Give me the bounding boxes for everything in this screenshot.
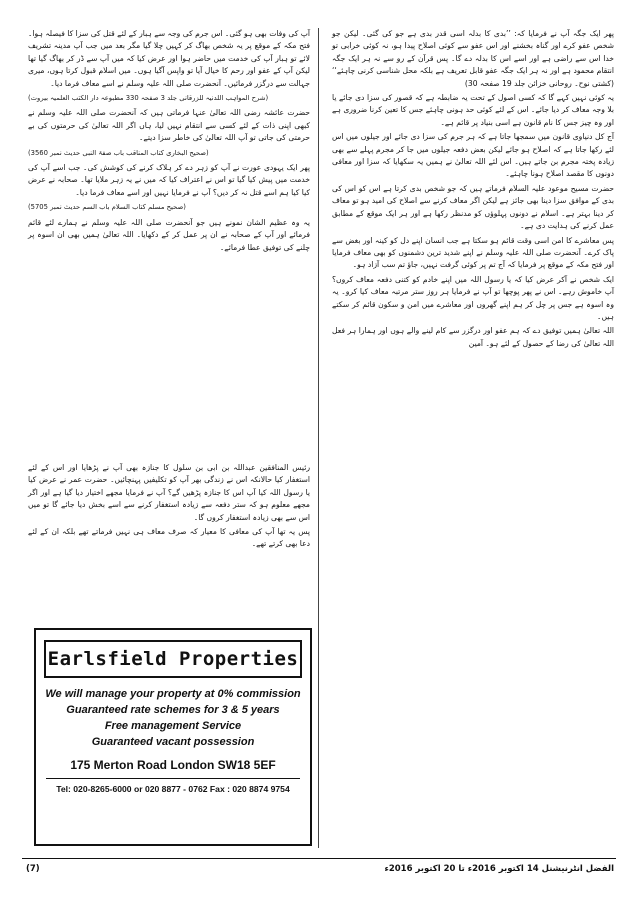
article-paragraph: حضرت عائشہ رضی اللہ تعالیٰ عنہا فرماتی ہیں کہ آنحضرت صلی اللہ علیہ وسلم نے کبھی اپنی ذات کے لئے کسی سے انتقام نہیں لیا، ہاں اگر اللہ تعالیٰ کی حرمتوں کی بے حرمتی کی جاتی تو آپ اللہ تعالیٰ کی خاطر سزا دیتے۔: [28, 108, 310, 143]
article-paragraph: آج کل دنیاوی قانون میں سمجھا جاتا ہے کہ ہر جرم کی سزا دی جائے اور جیلوں میں اس لئے رکھا جاتا ہے کہ اصلاح ہو جائے لیکن بعض دفعہ جیلوں میں جا کر مجرم پہلے سے بھی زیادہ پختہ مجرم بن جاتے ہیں۔ اس لئے اللہ تعالیٰ نے ہمیں یہ سکھایا کہ سزا اور معافی دونوں کا مقصد اصلاح ہونا چاہئے۔: [332, 132, 614, 179]
article-paragraph: پھر ایک جگہ آپ نے فرمایا کہ: ’’بدی کا بدلہ اسی قدر بدی ہے جو کی گئی۔ لیکن جو شخص عفو کرے اور گناہ بخشنے اور اس عفو سے کوئی اصلاح پیدا ہو، نہ کوئی خرابی تو خدا اس سے راضی ہے اور اسے اس کا بدلہ دے گا۔ پس قرآن کے رو سے نہ ہر ایک جگہ انتقام محمود ہے اور نہ ہر ایک جگہ عفو قابل تعریف ہے بلکہ محل شناسی کرنی چاہئے‘‘ (کشتی نوح۔ روحانی خزائن جلد 19 صفحہ 30): [332, 29, 614, 88]
footer-divider: [22, 858, 616, 859]
right-text-column: [332, 28, 614, 848]
advert-title: Earlsfield Properties: [44, 640, 302, 678]
advert-line: Guaranteed rate schemes for 3 & 5 years: [66, 704, 280, 716]
article-paragraph: پس یہ تھا آپ کی معافی کا معیار کہ صرف معاف ہی نہیں فرماتے تھے بلکہ ان کے لئے دعا بھی کرتے تھے۔: [28, 527, 310, 549]
reference-citation: (شرح المواہب اللدنیہ للزرقانی جلد 3 صفحہ 330 مطبوعہ دار الکتب العلمیہ بیروت): [28, 94, 269, 103]
left-column-continuation: [28, 462, 310, 553]
article-paragraph: یہ وہ عظیم الشان نمونے ہیں جو آنحضرت صلی اللہ علیہ وسلم نے ہمارے لئے قائم فرمائے اور آپ کے صحابہ نے ان پر عمل کر کے دکھایا۔ اللہ تعالیٰ ہمیں بھی ان اسوہ پر چلنے کی توفیق عطا فرمائے۔: [28, 217, 310, 252]
page-number: (7): [26, 864, 40, 874]
reference-citation: (صحیح البخاری کتاب المناقب باب صفۃ النبی حدیث نمبر 3560): [28, 148, 209, 157]
advert-line: We will manage your property at 0% commission: [45, 688, 301, 700]
advert-phone: Tel: 020-8265-6000 or 020 8877 - 0762 Fax : 020 8874 9754: [56, 784, 290, 794]
column-divider: [318, 28, 319, 848]
advert-divider: [46, 778, 300, 779]
article-paragraph: پس معاشرے کا امن اسی وقت قائم ہو سکتا ہے جب انسان اپنے دل کو کینہ اور بغض سے پاک کرے۔ آنحضرت صلی اللہ علیہ وسلم نے اپنے شدید ترین دشمنوں کو بھی معاف فرمایا اور فتح مکہ کے موقع پر فرمایا کہ آج تم پر کوئی گرفت نہیں، جاؤ تم سب آزاد ہو۔: [332, 235, 614, 270]
article-paragraph: ایک شخص نے آکر عرض کیا کہ یا رسول اللہ میں اپنے خادم کو کتنی دفعہ معاف کروں؟ آپ خاموش رہے۔ اس نے پھر پوچھا تو آپ نے فرمایا ہر روز ستر مرتبہ معاف کیا کرو۔ یہ وہ اسوہ ہے جس پر چل کر ہم اپنے گھروں اور معاشرے میں امن و سکون قائم کر سکتے ہیں۔: [332, 274, 614, 321]
article-paragraph: پھر ایک یہودی عورت نے آپ کو زہر دے کر ہلاک کرنے کی کوشش کی۔ جب اسے آپ کی خدمت میں پیش کیا گیا تو اس نے اعتراف کیا کہ میں نے یہ زہر ملایا تھا۔ صحابہ نے عرض کیا کیا ہم اسے قتل نہ کر دیں؟ آپ نے فرمایا نہیں اور اسے معاف فرما دیا۔: [28, 163, 310, 197]
article-paragraph: حضرت مسیح موعود علیہ السلام فرماتے ہیں کہ جو شخص بدی کرتا ہے اس کو اس کی بدی کے موافق سزا دینا بھی جائز ہے لیکن اگر معاف کرنے سے اصلاح کی امید ہو تو معاف کر دینا بہتر ہے۔ اسلام نے دونوں پہلوؤں کو مدنظر رکھا ہے اور ہر ایک موقع کے مطابق عمل کرنے کی ہدایت دی ہے۔: [332, 183, 614, 231]
earlsfield-properties-advert[interactable]: [34, 628, 312, 846]
article-paragraph: رئیس المنافقین عبداللہ بن ابی بن سلول کا جنازہ بھی آپ نے پڑھایا اور اس کے لئے استغفار کیا حالانکہ اس نے زندگی بھر آپ کو تکلیفیں پہنچائیں۔ حضرت عمر نے عرض کیا یا رسول اللہ کیا آپ اس کا جنازہ پڑھیں گے؟ آپ نے فرمایا مجھے اختیار دیا گیا ہے اور اگر مجھے معلوم ہو کہ ستر دفعہ سے زیادہ استغفار کرنے سے اسے بخش دیا جائے گا تو میں اس سے بھی زیادہ استغفار کروں گا۔: [28, 463, 310, 522]
advert-address: 175 Merton Road London SW18 5EF: [70, 758, 276, 772]
reference-citation: (صحیح مسلم کتاب السلام باب السم حدیث نمبر 5705): [28, 203, 186, 212]
advert-line: Guaranteed vacant possession: [91, 736, 255, 748]
article-paragraph: یہ کوئی نہیں کہے گا کہ کسی اصول کے تحت یہ ضابطہ ہے کہ قصور کی سزا دی جائے یا بلا وجہ معاف کر دیا جائے۔ اس کے لئے کوئی حد ہونی چاہئے جس کا تعین کرنا ضروری ہے اور وہ چیز جس کا نام قانون ہے اسی بنیاد پر قائم ہے۔: [332, 93, 614, 127]
article-paragraph: آپ کی وفات بھی ہو گئی۔ اس جرم کی وجہ سے ہبار کے لئے قتل کی سزا کا فیصلہ ہوا۔ فتح مکہ کے موقع پر یہ شخص بھاگ کر کہیں چلا گیا مگر بعد میں جب آپ مدینہ تشریف لائے تو ہبار آپ کی خدمت میں حاضر ہوا اور عرض کیا کہ میں آپ سے ڈر کر بھاگ گیا تھا لیکن آپ کے عفو اور رحم کا خیال آیا تو واپس آگیا ہوں۔ میں اسلام قبول کرتا ہوں، میری جہالت سے درگزر فرمائیں۔ آنحضرت صلی اللہ علیہ وسلم نے اسے معاف فرما دیا۔: [28, 29, 310, 88]
article-paragraph: اللہ تعالیٰ ہمیں توفیق دے کہ ہم عفو اور درگزر سے کام لینے والے ہوں اور ہمارا ہر فعل اللہ تعالیٰ کی رضا کے حصول کے لئے ہو۔ آمین: [332, 326, 614, 348]
advert-line: Free management Service: [104, 720, 242, 732]
issue-date-line: الفضل انٹرنیشنل 14 اکتوبر 2016ء تا 20 اکتوبر 2016ء: [384, 864, 614, 874]
